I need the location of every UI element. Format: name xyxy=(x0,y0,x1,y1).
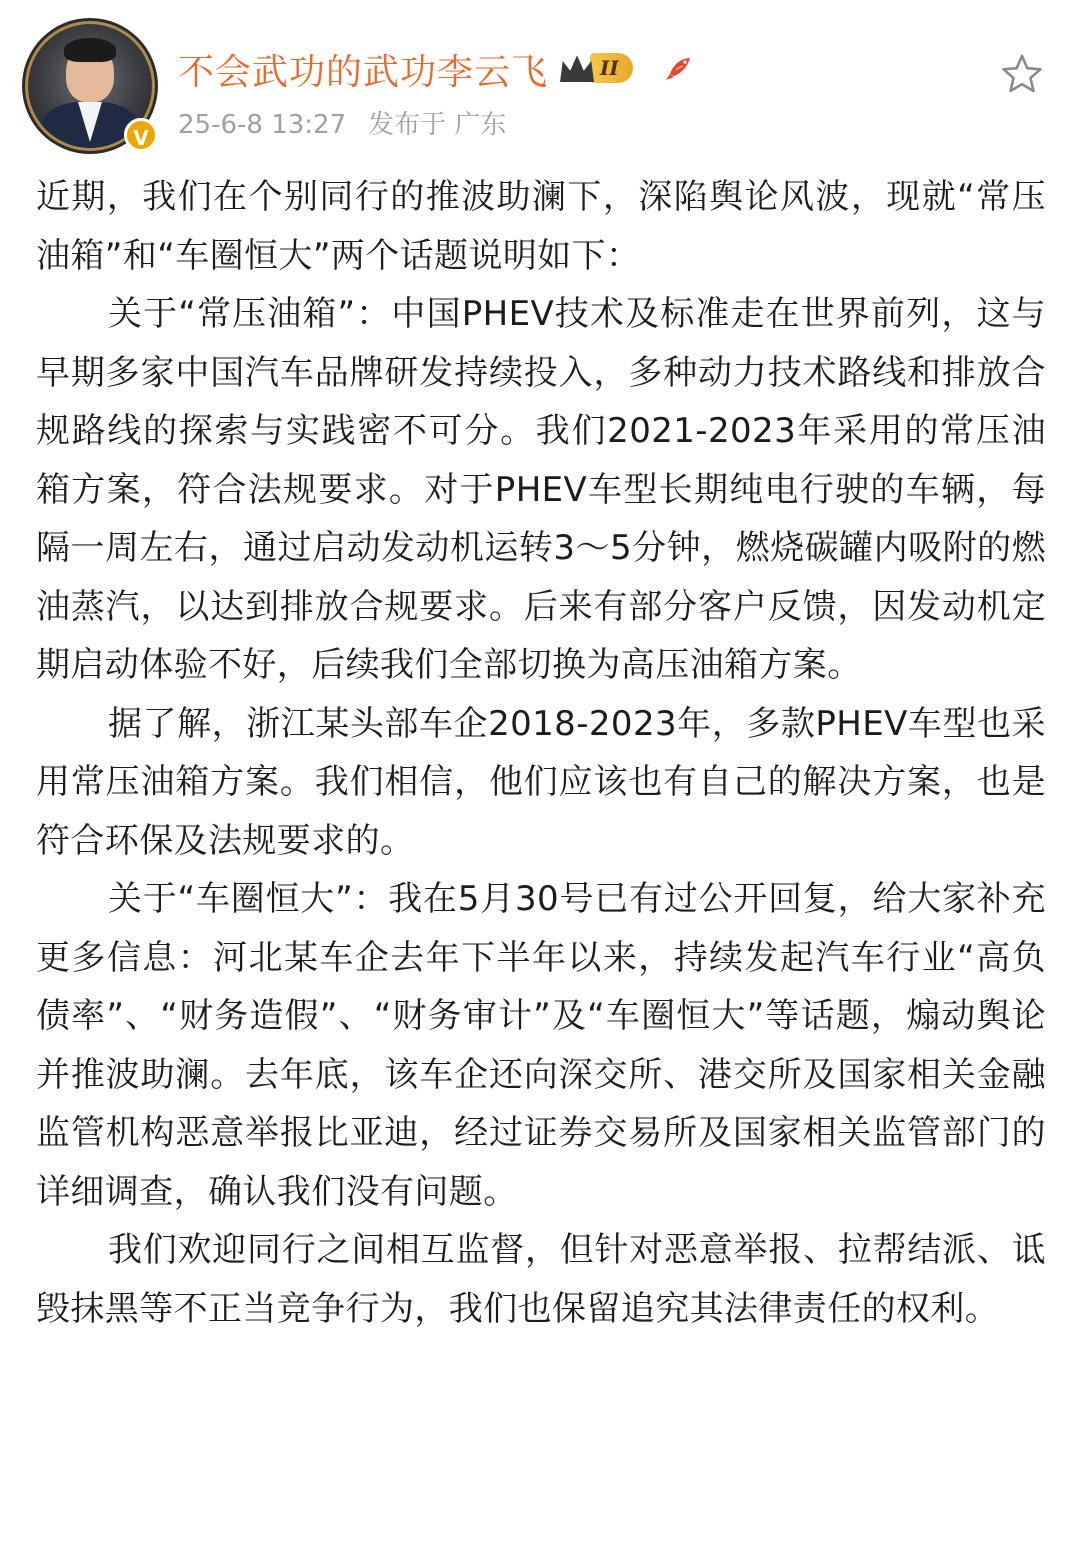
post-paragraph: 我们欢迎同行之间相互监督，但针对恶意举报、拉帮结派、诋毁抹黑等不正当竞争行为，我们也保留追究其法律责任的权利。 xyxy=(36,1230,1046,1329)
post-body xyxy=(36,168,1046,1338)
post-paragraph: 近期，我们在个别同行的推波助澜下，深陷舆论风波，现就“常压油箱”和“车圈恒大”两个话题说明如下： xyxy=(36,177,1046,276)
post-header xyxy=(0,0,1080,160)
avatar[interactable] xyxy=(28,24,156,152)
author-name-link[interactable]: 不会武功的武功李云飞 xyxy=(178,52,549,93)
verified-badge-icon: V xyxy=(124,118,158,152)
post-paragraph: 据了解，浙江某头部车企2018-2023年，多款PHEV车型也采用常压油箱方案。我们相信，他们应该也有自己的解决方案，也是符合环保及法规要求的。 xyxy=(36,703,1046,861)
level-label: II xyxy=(590,53,633,83)
member-level-badge[interactable] xyxy=(560,50,633,86)
crown-icon xyxy=(560,54,594,82)
koi-fish-icon[interactable] xyxy=(664,52,694,82)
post-location: 发布于 广东 xyxy=(368,110,507,140)
post-paragraph: 关于“车圈恒大”：我在5月30号已有过公开回复，给大家补充更多信息：河北某车企去年下半年以来，持续发起汽车行业“高负债率”、“财务造假”、“财务审计”及“车圈恒大”等话题，煽动舆论并推波助澜。去年底，该车企还向深交所、港交所及国家相关金融监管机构恶意举报比亚迪，经过证券交易所及国家相关监管部门的详细调查，确认我们没有问题。 xyxy=(36,879,1046,1212)
post-time: 25-6-8 13:27 xyxy=(178,110,347,140)
star-outline-icon[interactable] xyxy=(1000,52,1044,96)
post-meta xyxy=(178,104,506,141)
post-paragraph: 关于“常压油箱”：中国PHEV技术及标准走在世界前列，这与早期多家中国汽车品牌研发持续投入，多种动力技术路线和排放合规路线的探索与实践密不可分。我们2021-2023年采用的常压油箱方案，符合法规要求。对于PHEV车型长期纯电行驶的车辆，每隔一周左右，通过启动发动机运转3～5分钟，燃烧碳罐内吸附的燃油蒸汽，以达到排放合规要求。后来有部分客户反馈，因发动机定期启动体验不好，后续我们全部切换为高压油箱方案。 xyxy=(36,294,1046,685)
